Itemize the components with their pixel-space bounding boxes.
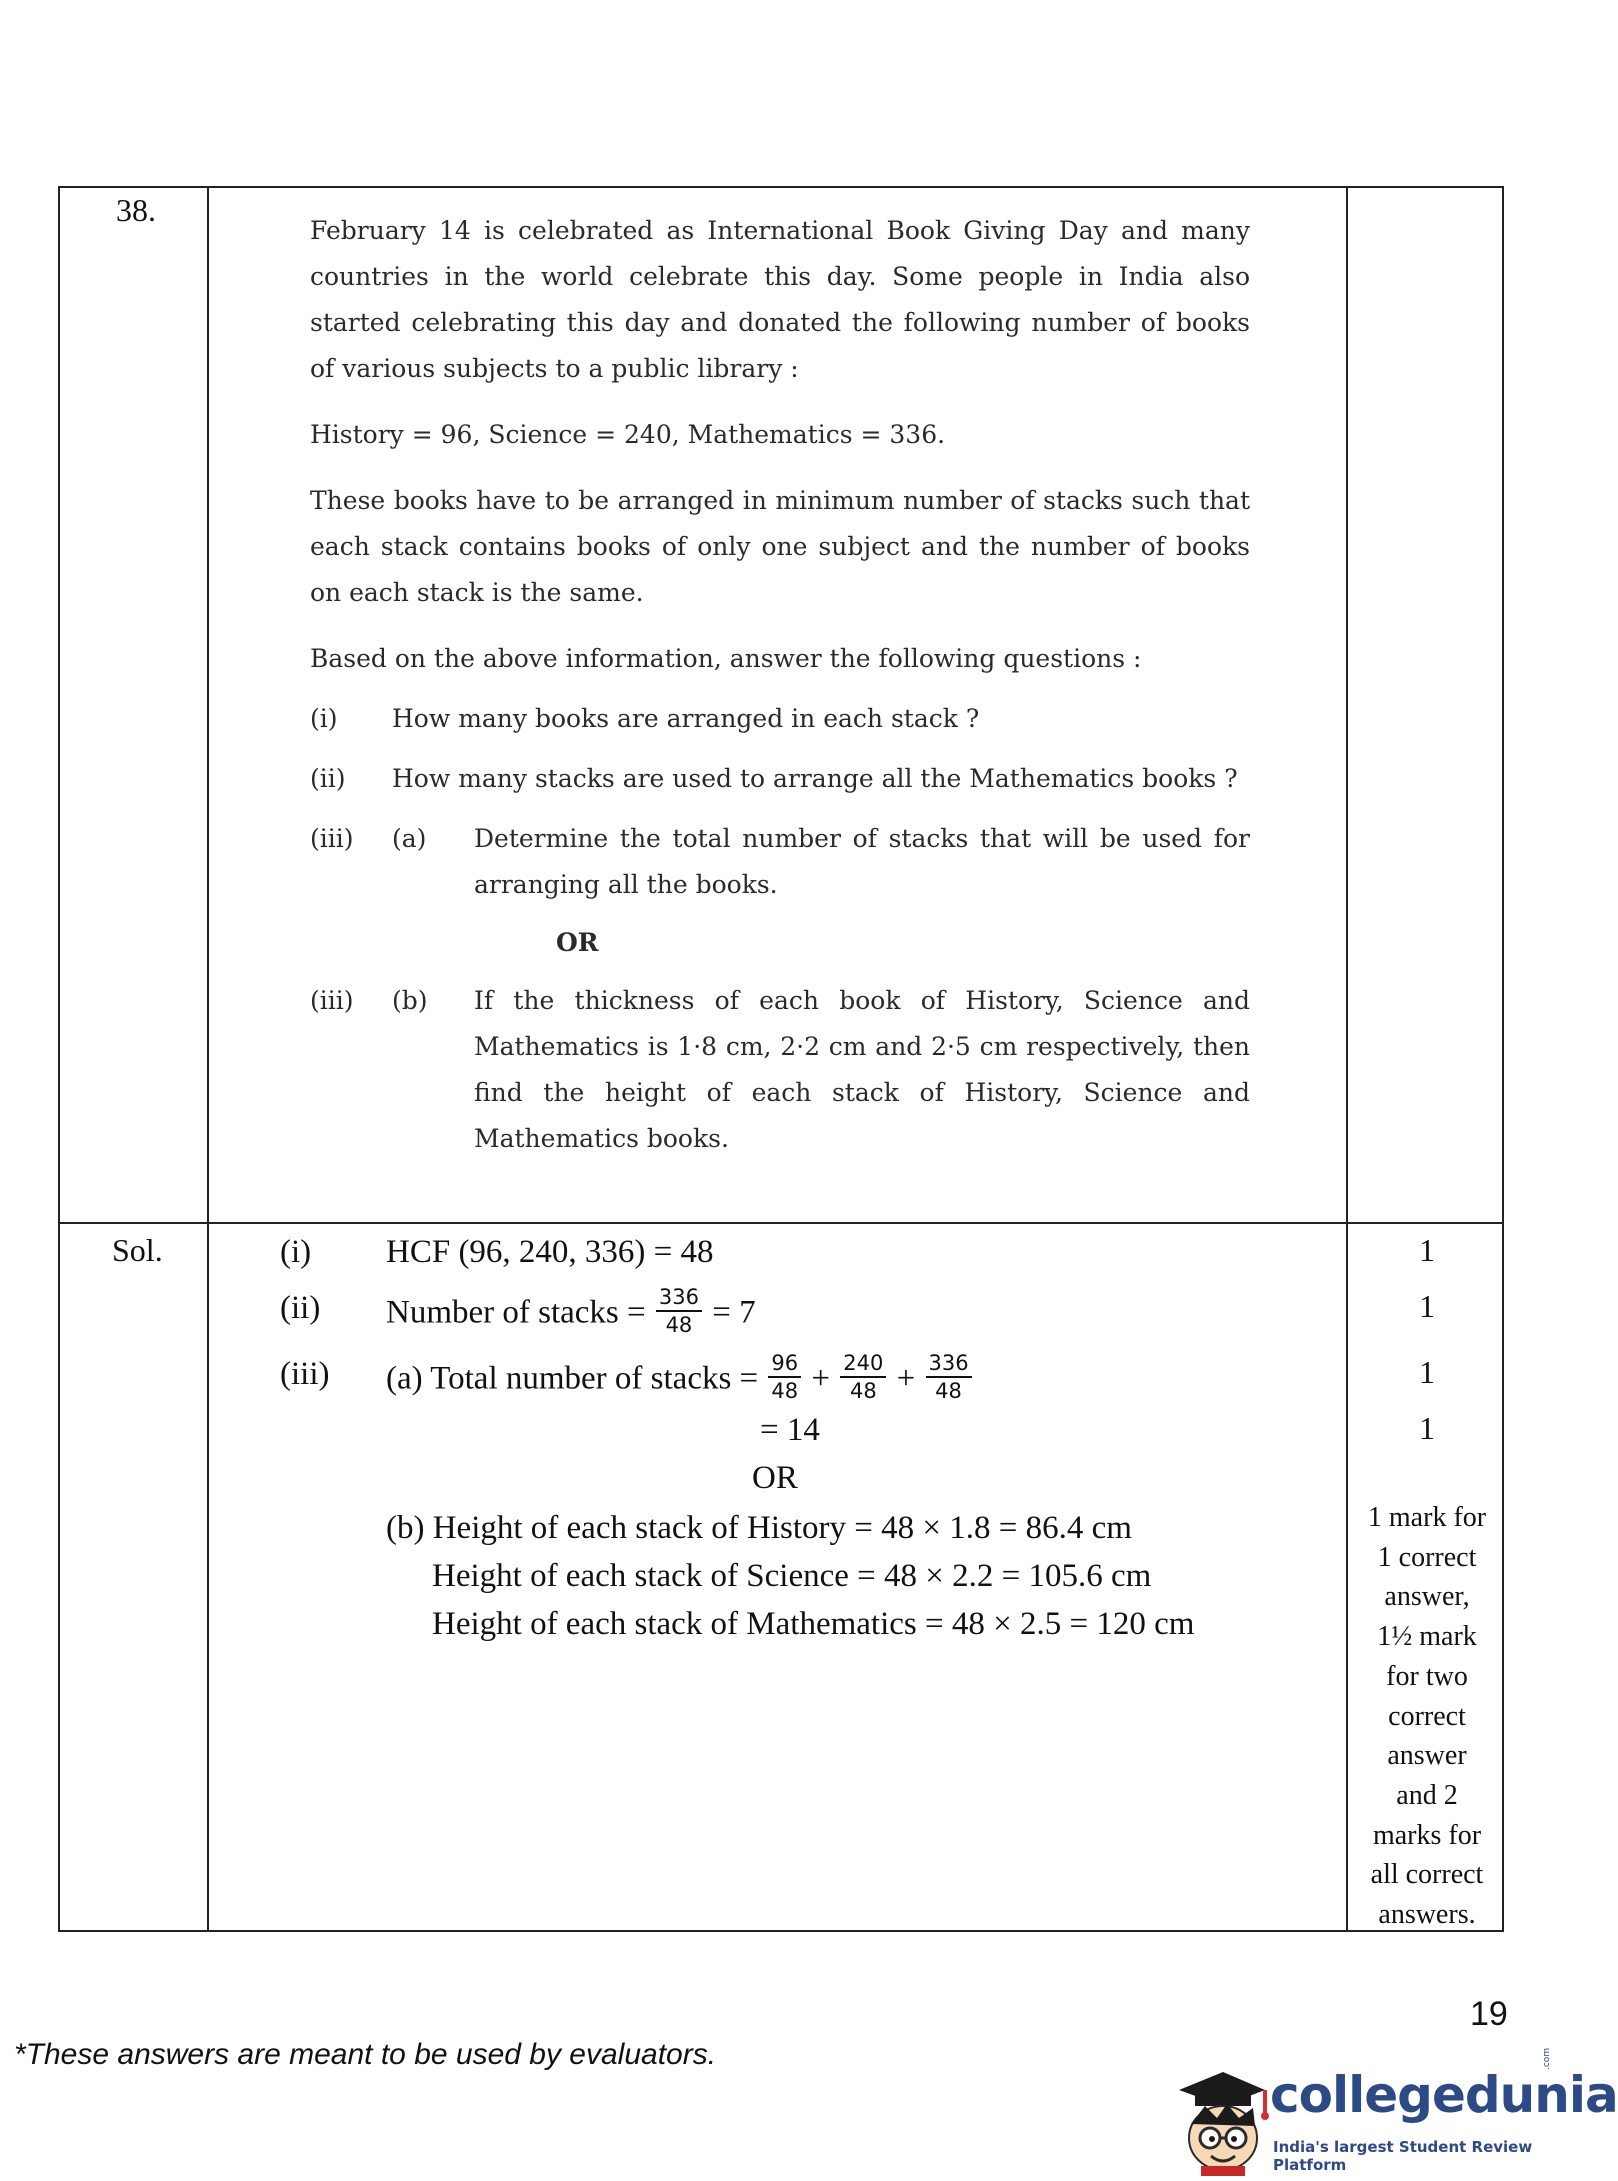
column-divider — [1346, 188, 1348, 1930]
solution-ii-label: (ii) — [280, 1290, 321, 1326]
solution-iii-label: (iii) — [280, 1356, 330, 1392]
solution-b-line: Height of each stack of Science = 48 × 2.2 = 105.6 cm — [432, 1558, 1152, 1594]
sub-question-text: If the thickness of each book of History, Science and Mathematics is 1·8 cm, 2·2 cm and 2·5 cm respectively, then find the height of each stack of History, Science and Mathematics books. — [474, 986, 1250, 1153]
student-mascot-icon — [1165, 2060, 1275, 2176]
page-number: 19 — [1470, 1995, 1508, 2033]
fraction: $\frac{240}{48}$ — [840, 1350, 886, 1404]
marking-note: 1 mark for 1 correct answer, 1½ mark for two correct answer and 2 marks for all correct answers. — [1367, 1502, 1487, 1931]
sub-question-sublabel: (a) — [392, 824, 427, 853]
question-image-text — [310, 208, 1250, 1162]
sub-question-text: Determine the total number of stacks that will be used for arranging all the books. — [474, 824, 1250, 899]
solution-iii-a-result: = 14 — [760, 1412, 820, 1448]
solution-iii-a-expression — [386, 1351, 974, 1408]
solution-b-line: Height of each stack of Mathematics = 48 × 2.5 = 120 cm — [432, 1606, 1195, 1642]
solution-or: OR — [752, 1460, 798, 1496]
solution-i-label: (i) — [280, 1234, 312, 1270]
question-paragraph: These books have to be arranged in minimum number of stacks such that each stack contains books of only one subject and the number of books on each stack is the same. — [310, 486, 1250, 607]
fraction: $\frac{336}{48}$ — [926, 1350, 972, 1404]
solution-ii-expression — [386, 1285, 756, 1342]
solution-b-line: (b) Height of each stack of History = 48 × 1.8 = 86.4 cm — [386, 1510, 1132, 1546]
plus-sign: + — [896, 1360, 916, 1397]
sub-question — [310, 756, 1250, 802]
or-separator: OR — [556, 928, 599, 957]
sub-question-sublabel: (b) — [392, 986, 428, 1015]
fraction: $\frac{336}{48}$ — [656, 1284, 702, 1338]
question-table — [58, 186, 1504, 1932]
question-paragraph: Based on the above information, answer the following questions : — [310, 644, 1142, 673]
sub-question — [310, 816, 1250, 908]
sub-question-label: (iii) — [310, 824, 354, 853]
fraction: $\frac{96}{48}$ — [768, 1350, 801, 1404]
sub-question-label: (ii) — [310, 764, 346, 793]
solution-iii-a-text: (a) Total number of stacks = — [386, 1360, 759, 1397]
sub-question-label: (i) — [310, 704, 338, 733]
collegedunia-logo — [1165, 2047, 1618, 2176]
row-divider — [60, 1222, 1502, 1224]
plus-sign: + — [811, 1360, 831, 1397]
sub-question-text: How many stacks are used to arrange all the Mathematics books ? — [392, 764, 1238, 793]
footer-note: *These answers are meant to be used by evaluators. — [14, 2038, 717, 2071]
column-divider — [207, 188, 209, 1930]
solution-i-text: HCF (96, 240, 336) = 48 — [386, 1234, 714, 1270]
logo-wordmark: collegedunia — [1270, 2066, 1618, 2124]
mark-value: 1 — [1419, 1410, 1435, 1446]
sub-question — [310, 978, 1250, 1162]
logo-tagline: India's largest Student Review Platform — [1273, 2138, 1533, 2174]
solution-label: Sol. — [112, 1232, 163, 1268]
mark-value: 1 — [1419, 1232, 1435, 1268]
question-number: 38. — [116, 192, 156, 228]
solution-ii-text: Number of stacks = — [386, 1294, 646, 1331]
solution-ii-result: = 7 — [712, 1294, 756, 1331]
logo-dotcom: .com — [1542, 2047, 1552, 2070]
mark-value: 1 — [1419, 1354, 1435, 1390]
mark-value: 1 — [1419, 1288, 1435, 1324]
sub-question-label: (iii) — [310, 986, 354, 1015]
sub-question-text: How many books are arranged in each stack ? — [392, 704, 980, 733]
question-paragraph: February 14 is celebrated as International Book Giving Day and many countries in the world celebrate this day. Some people in India also started celebrating this day and donated the following number of books of various subjects to a public library : — [310, 216, 1250, 383]
question-paragraph: History = 96, Science = 240, Mathematics = 336. — [310, 420, 946, 449]
sub-question — [310, 696, 1250, 742]
